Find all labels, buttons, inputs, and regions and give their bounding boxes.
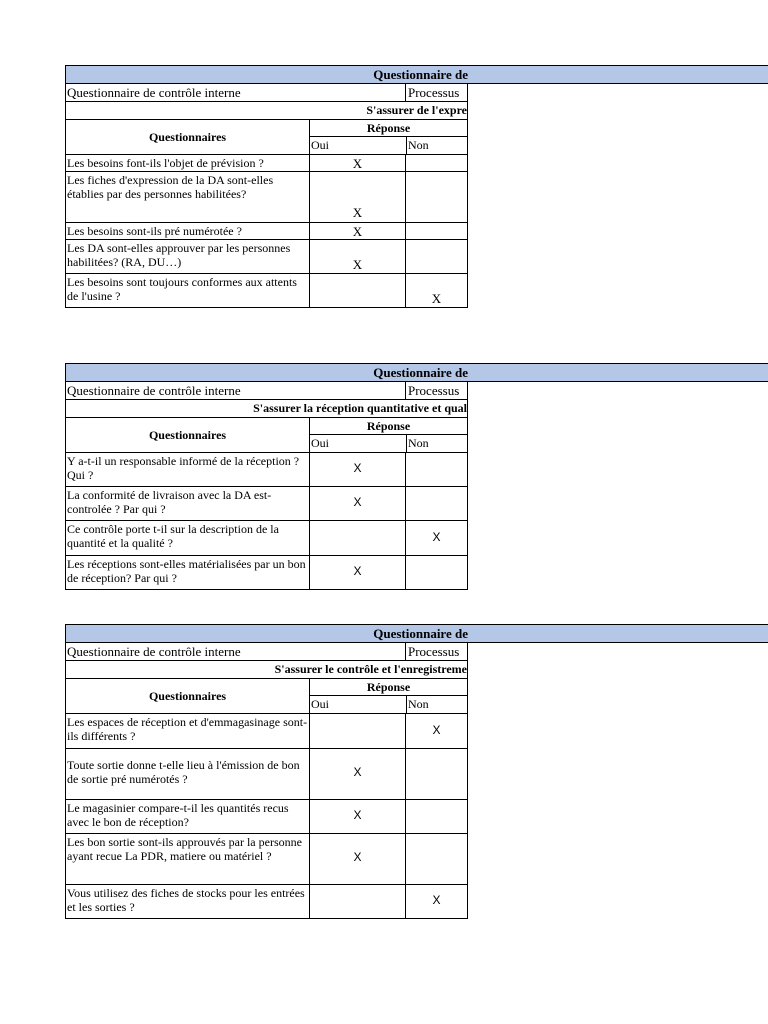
questionnaire-section-1 xyxy=(65,65,768,308)
table-row xyxy=(66,453,467,487)
questionnaire-table xyxy=(65,382,468,590)
no-cell xyxy=(405,155,467,171)
yes-cell xyxy=(309,834,405,884)
yes-mark: X xyxy=(352,156,363,171)
question-text: Toute sortie donne t-elle lieu à l'émission de bon de sortie pré numérotés ? xyxy=(67,758,300,786)
section-subtitle: S'assurer de l'expre xyxy=(366,103,467,117)
no-mark: X xyxy=(432,723,441,737)
yes-cell xyxy=(309,172,405,222)
no-cell xyxy=(405,556,467,589)
question-text: Les fiches d'expression de la DA sont-elles établies par des personnes habilitées? xyxy=(67,173,274,201)
question-text: La conformité de livraison avec la DA est-controlée ? Par qui ? xyxy=(67,488,272,516)
questionnaire-section-3 xyxy=(65,624,768,919)
response-header xyxy=(309,679,467,713)
section-title: Questionnaire de xyxy=(373,365,468,380)
no-header: Non xyxy=(406,696,467,713)
table-row xyxy=(66,274,467,308)
control-row xyxy=(66,643,467,661)
yes-cell xyxy=(309,274,405,307)
yes-header: Oui xyxy=(311,436,329,450)
response-title: Réponse xyxy=(310,679,467,696)
control-row xyxy=(66,382,467,400)
yes-mark: X xyxy=(353,765,362,779)
yes-cell xyxy=(309,240,405,273)
no-cell xyxy=(405,453,467,486)
yes-cell xyxy=(309,155,405,171)
table-row xyxy=(66,172,467,223)
section-subtitle: S'assurer la réception quantitative et qual xyxy=(253,401,467,415)
question-text: Y a-t-il un responsable informé de la réception ? Qui ? xyxy=(67,454,300,482)
section-title: Questionnaire de xyxy=(373,626,468,641)
no-cell xyxy=(405,223,467,239)
yes-cell xyxy=(309,556,405,589)
response-title: Réponse xyxy=(310,418,467,435)
yes-mark: X xyxy=(353,564,362,578)
yes-mark: X xyxy=(352,257,363,272)
no-mark: X xyxy=(432,530,441,544)
subtitle-row xyxy=(66,661,467,679)
table-row xyxy=(66,155,467,172)
section-title-bar xyxy=(65,624,768,643)
yes-header: Oui xyxy=(311,697,329,711)
question-text: Les besoins font-ils l'objet de prévision ? xyxy=(67,156,264,170)
question-text: Les bon sortie sont-ils approuvés par la personne ayant recue La PDR, matiere ou matériel ? xyxy=(67,835,302,863)
no-cell xyxy=(405,172,467,222)
table-row xyxy=(66,223,467,240)
section-title: Questionnaire de xyxy=(373,67,468,82)
yes-mark: X xyxy=(352,224,363,239)
questions-header: Questionnaires xyxy=(148,689,227,703)
header-row xyxy=(66,679,467,714)
questionnaire-section-2 xyxy=(65,363,768,590)
section-subtitle: S'assurer le contrôle et l'enregistreme xyxy=(274,662,467,676)
table-row xyxy=(66,487,467,521)
no-mark: X xyxy=(431,291,442,306)
yes-cell xyxy=(309,487,405,520)
subtitle-row xyxy=(66,400,467,418)
no-cell xyxy=(405,800,467,833)
table-row xyxy=(66,521,467,556)
yes-mark: X xyxy=(353,461,362,475)
yes-cell xyxy=(309,453,405,486)
question-text: Les DA sont-elles approuver par les personnes habilitées? (RA, DU…) xyxy=(67,241,291,269)
yes-mark: X xyxy=(353,850,362,864)
question-text: Vous utilisez des fiches de stocks pour les entrées et les sorties ? xyxy=(67,886,305,914)
question-text: Les espaces de réception et d'emmagasinage sont-ils différents ? xyxy=(67,715,308,743)
no-header: Non xyxy=(406,137,467,154)
no-header: Non xyxy=(406,435,467,452)
process-label: Processus xyxy=(405,643,467,660)
header-row xyxy=(66,418,467,453)
yes-mark: X xyxy=(352,205,363,220)
yes-header: Oui xyxy=(311,138,329,152)
question-text: Ce contrôle porte t-il sur la description de la quantité et la qualité ? xyxy=(67,522,279,550)
no-cell xyxy=(405,487,467,520)
yes-cell xyxy=(309,885,405,918)
questions-header: Questionnaires xyxy=(148,130,227,144)
yes-cell xyxy=(309,800,405,833)
response-header xyxy=(309,418,467,452)
table-row xyxy=(66,714,467,749)
control-label: Questionnaire de contrôle interne xyxy=(67,383,241,398)
section-title-bar xyxy=(65,363,768,382)
question-text: Les réceptions sont-elles matérialisées par un bon de réception? Par qui ? xyxy=(67,557,306,585)
control-row xyxy=(66,84,467,102)
yes-cell xyxy=(309,223,405,239)
yes-mark: X xyxy=(353,808,362,822)
table-row xyxy=(66,240,467,274)
no-cell xyxy=(405,521,467,555)
control-label: Questionnaire de contrôle interne xyxy=(67,85,241,100)
no-cell xyxy=(405,749,467,799)
header-row xyxy=(66,120,467,155)
table-row xyxy=(66,749,467,800)
no-cell xyxy=(405,714,467,748)
no-cell xyxy=(405,834,467,884)
yes-cell xyxy=(309,749,405,799)
process-label: Processus xyxy=(405,382,467,399)
response-header xyxy=(309,120,467,154)
question-text: Les besoins sont-ils pré numérotée ? xyxy=(67,224,242,238)
section-title-bar xyxy=(65,65,768,84)
no-cell xyxy=(405,885,467,918)
questionnaire-table xyxy=(65,643,468,919)
yes-cell xyxy=(309,714,405,748)
table-row xyxy=(66,885,467,919)
table-row xyxy=(66,556,467,590)
yes-mark: X xyxy=(353,495,362,509)
yes-cell xyxy=(309,521,405,555)
no-mark: X xyxy=(432,893,441,907)
table-row xyxy=(66,800,467,834)
subtitle-row xyxy=(66,102,467,120)
table-row xyxy=(66,834,467,885)
questionnaire-table xyxy=(65,84,468,308)
control-label: Questionnaire de contrôle interne xyxy=(67,644,241,659)
process-label: Processus xyxy=(405,84,467,101)
no-cell xyxy=(405,240,467,273)
question-text: Le magasinier compare-t-il les quantités recus avec le bon de réception? xyxy=(67,801,289,829)
response-title: Réponse xyxy=(310,120,467,137)
questions-header: Questionnaires xyxy=(148,428,227,442)
no-cell xyxy=(405,274,467,307)
question-text: Les besoins sont toujours conformes aux attents de l'usine ? xyxy=(67,275,297,303)
